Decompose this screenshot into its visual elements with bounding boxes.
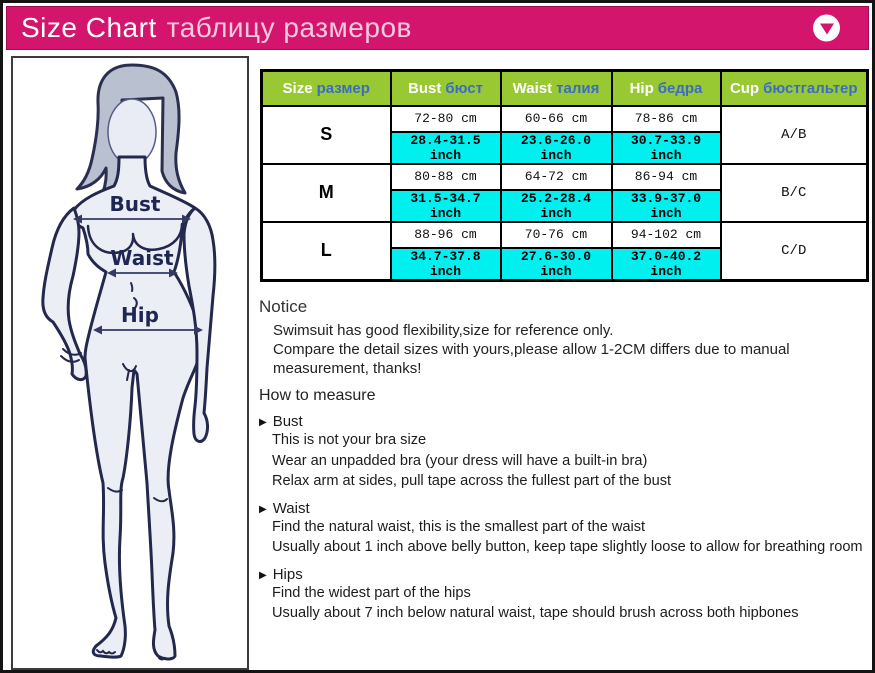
notice-title: Notice	[259, 297, 308, 316]
inch-cell: 30.7-33.9 inch	[612, 132, 721, 164]
table-row	[262, 222, 868, 248]
header-size-en: Size	[282, 79, 313, 97]
notice-line: Compare the detail sizes with yours,please allow 1-2CM differs due to manual measurement, thanks!	[273, 341, 790, 377]
header-size-ru: размер	[316, 79, 370, 97]
inch-cell: 31.5-34.7 inch	[391, 190, 501, 222]
cm-cell: 60-66 cm	[501, 106, 612, 132]
header-hip-ru: бедра	[657, 79, 703, 97]
inch-cell: 28.4-31.5 inch	[391, 132, 501, 164]
triangle-down-icon	[820, 24, 834, 35]
header-waist-ru: талия	[556, 79, 600, 97]
how-to-measure-title: How to measure	[259, 387, 376, 404]
header-bust-en: Bust	[408, 79, 442, 97]
collapse-button[interactable]	[813, 15, 840, 42]
cm-cell: 86-94 cm	[612, 164, 721, 190]
measure-line: Wear an unpadded bra (your dress will have a built-in bra)	[272, 452, 648, 469]
table-row	[262, 106, 868, 132]
header-waist-en: Waist	[512, 79, 553, 97]
cup-cell: C/D	[721, 222, 868, 281]
bullet-triangle-icon: ▶	[259, 503, 267, 515]
measure-label-text: Bust	[272, 413, 303, 430]
measure-line: Find the natural waist, this is the smallest part of the waist	[272, 518, 646, 535]
cm-cell: 78-86 cm	[612, 106, 721, 132]
measure-section-waist	[259, 500, 871, 558]
table-row	[262, 164, 868, 190]
column-header-hip	[612, 71, 721, 106]
measure-line: Usually about 7 inch below natural waist, tape should brush across both hipbones	[272, 605, 799, 621]
instructions-column	[259, 297, 871, 624]
measure-section-label	[259, 413, 871, 430]
header-bar	[6, 6, 869, 50]
cm-cell: 80-88 cm	[391, 164, 501, 190]
measure-section-bust	[259, 413, 871, 492]
header-bust-ru: бюст	[445, 79, 483, 97]
bust-label: Bust	[109, 192, 161, 216]
size-table	[260, 69, 869, 282]
cm-cell: 94-102 cm	[612, 222, 721, 248]
measure-line: Usually about 1 inch above belly button, keep tape slightly loose to allow for breathing room	[272, 539, 863, 555]
inch-cell: 25.2-28.4 inch	[501, 190, 612, 222]
bullet-triangle-icon: ▶	[259, 417, 267, 428]
column-header-size	[262, 71, 391, 106]
cup-cell: B/C	[721, 164, 868, 222]
cm-cell: 64-72 cm	[501, 164, 612, 190]
column-header-bust	[391, 71, 501, 106]
measure-label-text: Waist	[272, 499, 310, 517]
cm-cell: 72-80 cm	[391, 106, 501, 132]
cup-cell: A/B	[721, 106, 868, 164]
measure-section-hips	[259, 566, 871, 624]
cm-cell: 88-96 cm	[391, 222, 501, 248]
hip-label: Hip	[121, 303, 159, 327]
notice-line: Swimsuit has good flexibility,size for reference only.	[273, 322, 614, 339]
size-cell: M	[262, 164, 391, 222]
inch-cell: 27.6-30.0 inch	[501, 248, 612, 281]
size-cell: L	[262, 222, 391, 281]
face-shape	[108, 99, 156, 165]
measure-line: This is not your bra size	[272, 432, 427, 448]
column-header-waist	[501, 71, 612, 106]
inch-cell: 34.7-37.8 inch	[391, 248, 501, 281]
page-title-ru: таблицу размеров	[166, 12, 412, 43]
table-header-row	[262, 71, 868, 106]
header-cup-ru: бюстгальтер	[763, 79, 858, 97]
header-hip-en: Hip	[629, 79, 654, 97]
measure-line: Find the widest part of the hips	[272, 584, 471, 601]
page-title	[7, 12, 412, 44]
page-title-en: Size Chart	[21, 12, 157, 43]
body-measurement-diagram	[11, 56, 249, 670]
measure-section-label	[259, 566, 871, 583]
waist-label: Waist	[110, 246, 174, 270]
inch-cell: 23.6-26.0 inch	[501, 132, 612, 164]
female-silhouette-illustration	[13, 58, 247, 668]
cm-cell: 70-76 cm	[501, 222, 612, 248]
inch-cell: 33.9-37.0 inch	[612, 190, 721, 222]
inch-cell: 37.0-40.2 inch	[612, 248, 721, 281]
header-cup-en: Cup	[729, 79, 760, 97]
bullet-triangle-icon: ▶	[259, 569, 267, 581]
measure-label-text: Hips	[272, 565, 303, 583]
size-cell: S	[262, 106, 391, 164]
measure-section-label	[259, 500, 871, 517]
column-header-cup	[721, 71, 868, 106]
measure-line: Relax arm at sides, pull tape across the fullest part of the bust	[272, 473, 672, 489]
